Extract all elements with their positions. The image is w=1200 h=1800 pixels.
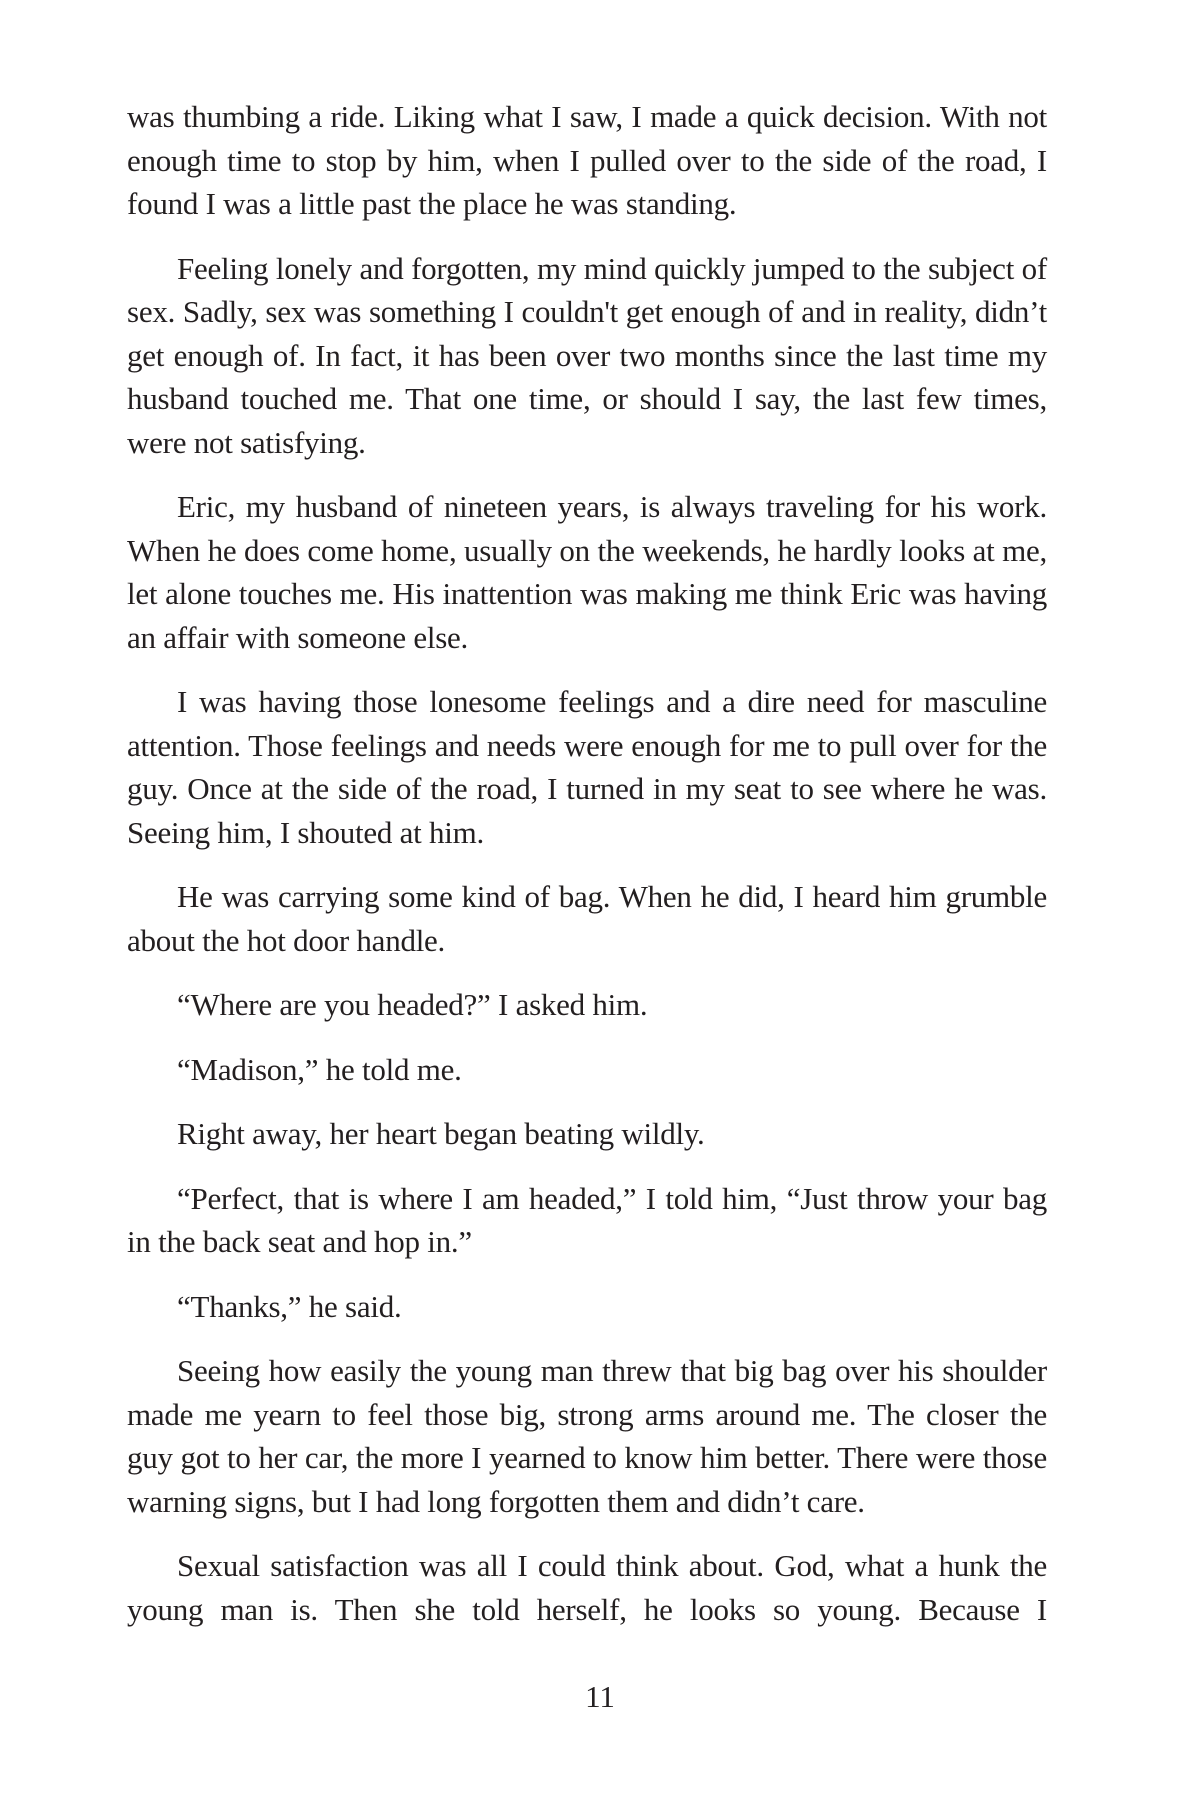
paragraph-4: I was having those lonesome feelings and a dire need for masculine attention. Those feelings and needs were enough for me to pull over for the guy. Once at the side of the road, I turned in my seat to see where he was. Seeing him, I shouted at him. [127, 684, 1047, 850]
paragraph-7: “Madison,” he told me. [177, 1051, 462, 1087]
paragraph-3: Eric, my husband of nineteen years, is always traveling for his work. When he does come home, usually on the weekends, he hardly looks at me, let alone touches me. His inattention was making me think Eric was having an affair with someone else. [127, 489, 1047, 655]
paragraph-9: “Perfect, that is where I am headed,” I told him, “Just throw your bag in the back seat and hop in.” [127, 1180, 1047, 1259]
paragraph-10: “Thanks,” he said. [177, 1288, 402, 1324]
page-number: 11 [585, 1679, 615, 1714]
paragraph-6: “Where are you headed?” I asked him. [177, 987, 648, 1022]
paragraph-12: Sexual satisfaction was all I could think about. God, what a hunk the young man is. Then she told herself, he looks so young. Because I [127, 1548, 1047, 1627]
paragraph-5: He was carrying some kind of bag. When he did, I heard him grumble about the hot door handle. [127, 879, 1047, 958]
paragraph-11: Seeing how easily the young man threw that big bag over his shoulder made me yearn to feel those big, strong arms around me. The closer the guy got to her car, the more I yearned to know him better. There were those warning signs, but I had long forgotten them and didn’t care. [127, 1353, 1047, 1519]
paragraph-8: Right away, her heart began beating wildly. [177, 1116, 705, 1151]
book-page-body [127, 95, 1047, 1652]
paragraph-2: Feeling lonely and forgotten, my mind quickly jumped to the subject of sex. Sadly, sex was something I couldn't get enough of and in reality, didn’t get enough of. In fact, it has been over two months since the last time my husband touched me. That one time, or should I say, the last few times, were not satisfying. [127, 250, 1047, 460]
paragraph-1: was thumbing a ride. Liking what I saw, I made a quick decision. With not enough time to stop by him, when I pulled over to the side of the road, I found I was a little past the place he was standing. [127, 99, 1047, 221]
